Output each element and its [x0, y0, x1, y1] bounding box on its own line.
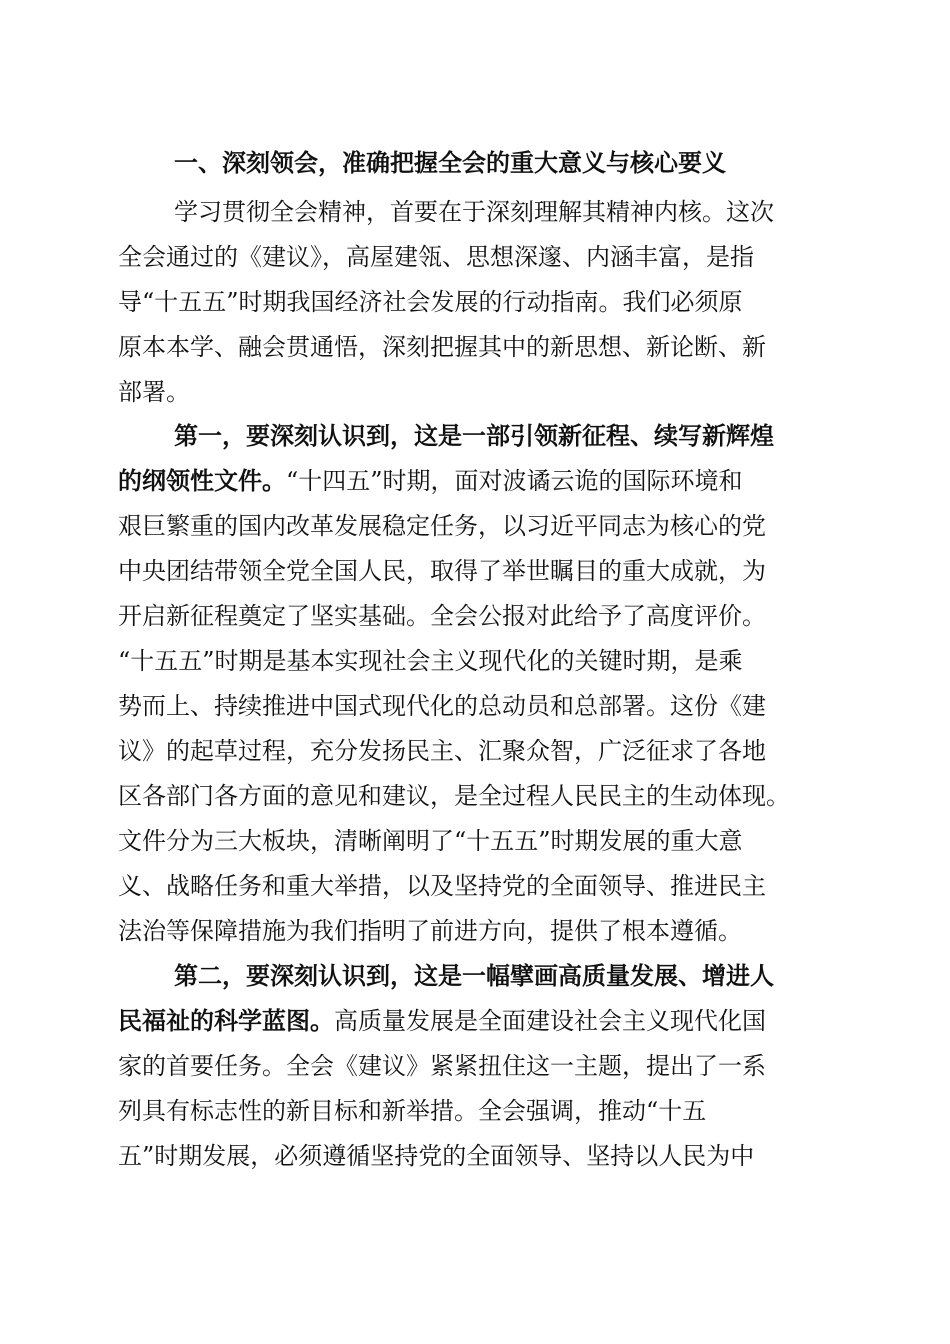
paragraph-2-line-9: 区各部门各方面的意见和建议，是全过程人民民主的生动体现。 — [118, 782, 790, 810]
paragraph-3-line-3: 家的首要任务。全会《建议》紧紧扭住这一主题，提出了一系 — [118, 1052, 766, 1080]
paragraph-3-line-2 — [118, 999, 950, 1043]
paragraph-2-line-12: 法治等保障措施为我们指明了前进方向，提供了根本遵循。 — [118, 917, 742, 945]
paragraph-3-lead-line-1: 第二，要深刻认识到，这是一幅擘画高质量发展、增进人 — [174, 961, 774, 990]
paragraph-2-line-5: 开启新征程奠定了坚实基础。全会公报对此给予了高度评价。 — [118, 602, 766, 630]
paragraph-2-line-8: 议》的起草过程，充分发扬民主、汇聚众智，广泛征求了各地 — [118, 737, 766, 765]
paragraph-2-line-3: 艰巨繁重的国内改革发展稳定任务，以习近平同志为核心的党 — [118, 512, 766, 540]
section-heading: 一、深刻领会，准确把握全会的重大意义与核心要义 — [174, 149, 726, 177]
paragraph-2-line-10: 文件分为三大板块，清晰阐明了“十五五”时期发展的重大意 — [118, 827, 743, 855]
paragraph-2-lead-line-2: 的纲领性文件。 — [118, 466, 286, 495]
paragraph-2-line-2 — [118, 459, 950, 503]
paragraph-1-line-4: 原本本学、融会贯通悟，深刻把握其中的新思想、新论断、新 — [118, 333, 766, 361]
paragraph-1-line-1: 学习贯彻全会精神，首要在于深刻理解其精神内核。这次 — [174, 198, 774, 226]
paragraph-3-lead-line-2: 民福祉的科学蓝图。 — [118, 1006, 334, 1035]
paragraph-3-line-4: 列具有标志性的新目标和新举措。全会强调，推动“十五 — [118, 1097, 707, 1125]
paragraph-2-line-11: 义、战略任务和重大举措，以及坚持党的全面领导、推进民主 — [118, 872, 766, 900]
paragraph-2-line-7: 势而上、持续推进中国式现代化的总动员和总部署。这份《建 — [118, 692, 766, 720]
paragraph-1-line-5: 部署。 — [118, 378, 190, 406]
paragraph-2-lead-line-1: 第一，要深刻认识到，这是一部引领新征程、续写新辉煌 — [174, 421, 774, 450]
paragraph-2-text-start: “十四五”时期，面对波谲云诡的国际环境和 — [286, 467, 743, 495]
paragraph-2-line-4: 中央团结带领全党全国人民，取得了举世瞩目的重大成就，为 — [118, 557, 766, 585]
paragraph-2-line-6: “十五五”时期是基本实现社会主义现代化的关键时期，是乘 — [118, 647, 743, 675]
paragraph-3-text-start: 高质量发展是全面建设社会主义现代化国 — [334, 1007, 766, 1035]
paragraph-1-line-3: 导“十五五”时期我国经济社会发展的行动指南。我们必须原 — [118, 288, 743, 316]
paragraph-3-line-5: 五”时期发展，必须遵循坚持党的全面领导、坚持以人民为中 — [118, 1142, 755, 1170]
paragraph-1-line-2: 全会通过的《建议》，高屋建瓴、思想深邃、内涵丰富，是指 — [118, 243, 754, 271]
